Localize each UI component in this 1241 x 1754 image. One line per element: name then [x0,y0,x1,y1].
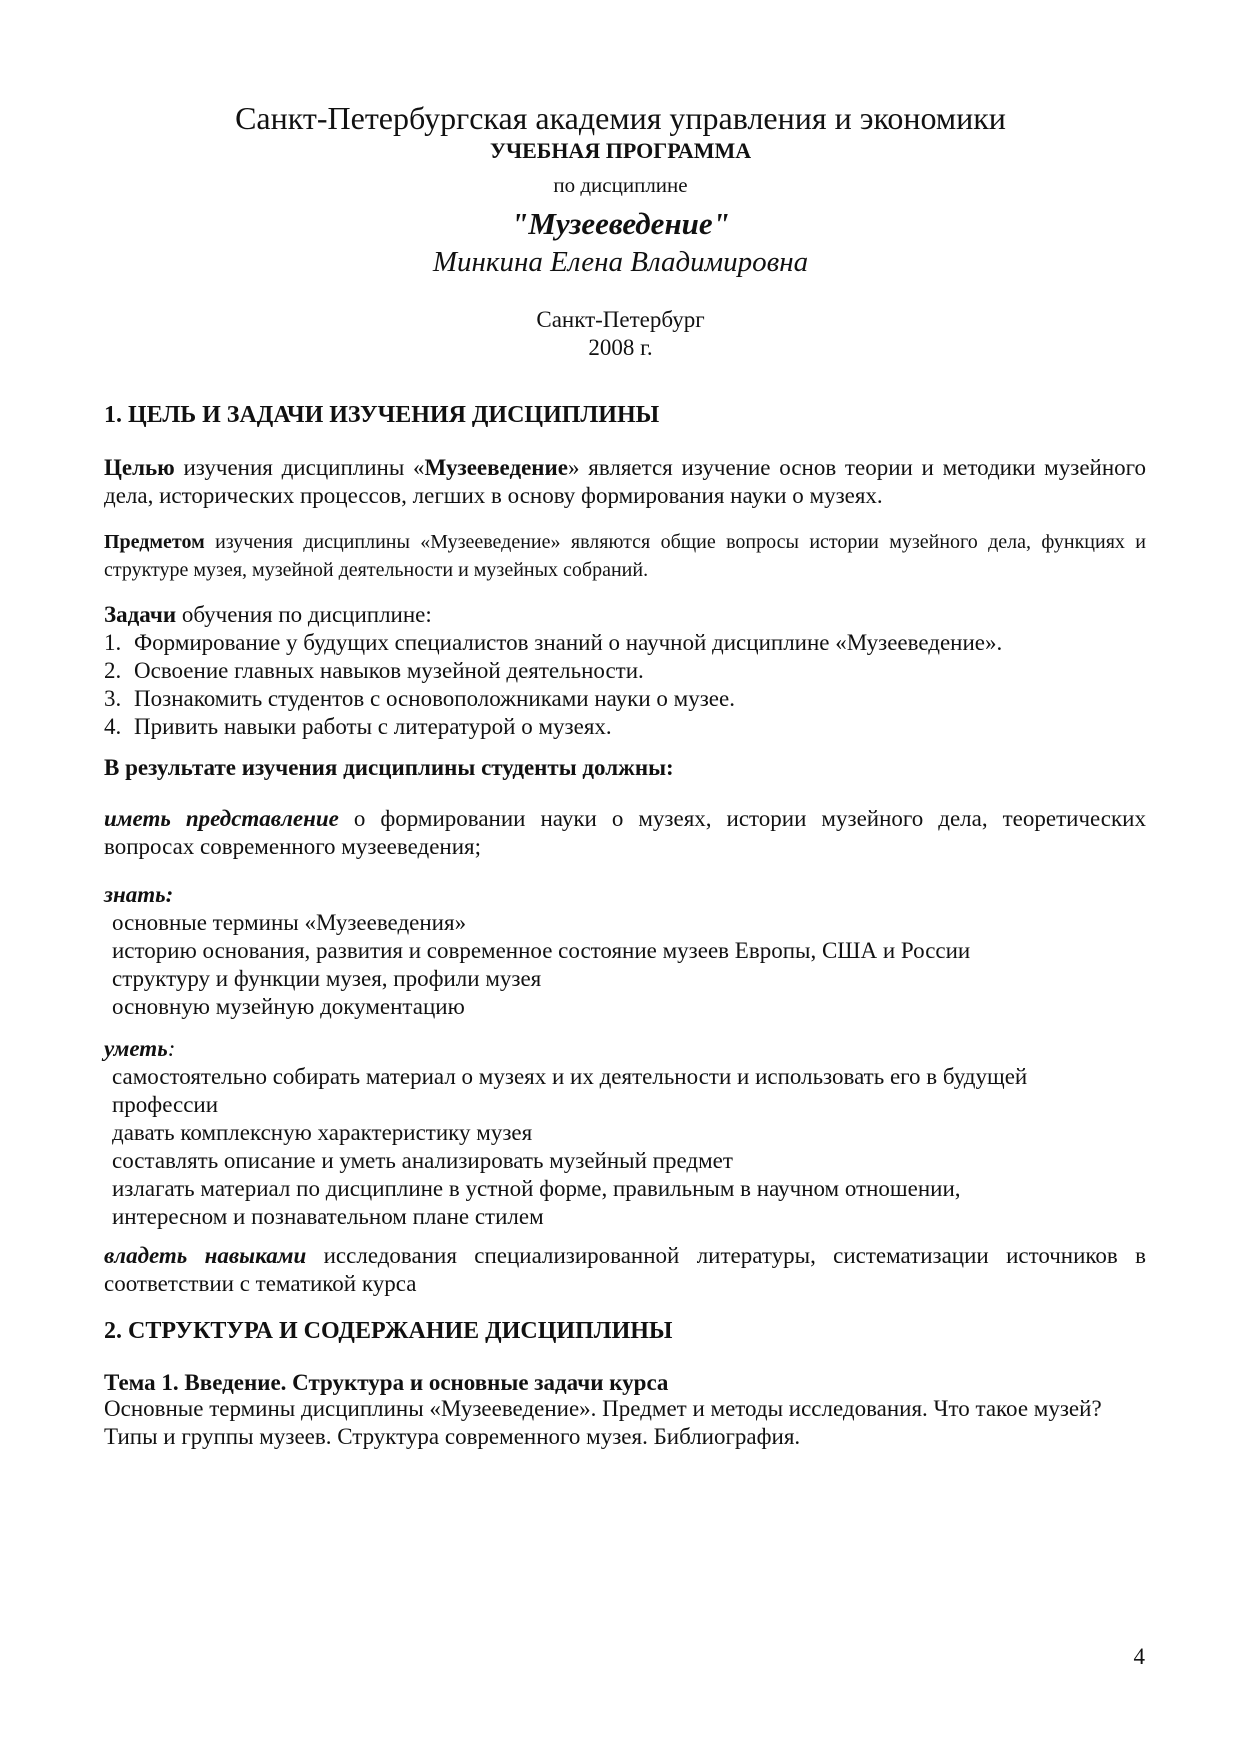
able-colon: : [167,1036,176,1061]
list-item [104,685,1146,713]
list-item: составлять описание и уметь анализировать музейный предмет [112,1148,733,1173]
able-block [104,1035,1146,1231]
topic1-text: Основные термины дисциплины «Музееведение». Предмет и методы исследования. Что такое музей? Типы и группы музеев. Структура современного музея. Библиография. [104,1396,1102,1449]
goal-part2: » является изучение основ теории и методики музейного дела, исторических процессов, легших в основу формирования науки о музеях. [104,455,1146,508]
topic1-title: Тема 1. Введение. Структура и основные задачи курса [104,1370,669,1395]
skills-paragraph [104,1242,1146,1298]
list-item: излагать материал по дисциплине в устной форме, правильным в научном отношении, интересном и познавательном плане стилем [112,1176,961,1229]
list-item-text: Формирование у будущих специалистов знаний о научной дисциплине «Музееведение». [134,630,1003,655]
goal-paragraph [104,454,1146,510]
list-item: структуру и функции музея, профили музея [112,966,542,991]
list-item [104,629,1146,657]
goal-part1: изучения дисциплины « [174,455,425,480]
skills-lead: владеть навыками [104,1243,307,1268]
skills-text: исследования специализированной литературы, систематизации источников в соответствии с тематикой курса [104,1243,1146,1296]
list-item-number: 3. [104,686,122,711]
list-item: историю основания, развития и современное состояние музеев Европы, США и России [112,938,971,963]
list-item: давать комплексную характеристику музея [112,1120,533,1145]
goal-discipline-name: Музееведение [424,455,568,480]
represent-lead: иметь представление [104,806,339,831]
represent-text: о формировании науки о музеях, истории музейного дела, теоретических вопросах современного музееведения; [104,806,1146,859]
tasks-intro [104,601,1146,629]
list-item-text: Познакомить студентов с основоположниками науки о музее. [134,686,735,711]
tasks-block [104,601,1146,741]
subject-lead: Предметом [104,531,205,553]
year: 2008 г. [588,335,653,360]
list-item-number: 1. [104,630,122,655]
know-lead: знать: [104,882,174,907]
subject-text: изучения дисциплины «Музееведение» являются общие вопросы истории музейного дела, функциях и структуре музея, музейной деятельности и музейных собраний. [104,531,1146,581]
list-item: основную музейную документацию [112,994,465,1019]
represent-paragraph [104,805,1146,861]
list-item-number: 2. [104,658,122,683]
able-heading [104,1035,1146,1063]
author-name: Минкина Елена Владимировна [432,246,809,278]
results-title: В результате изучения дисциплины студенты должны: [104,755,674,780]
list-item: самостоятельно собирать материал о музеях и их деятельности и использовать его в будущей профессии [112,1064,1028,1117]
able-lead: уметь [104,1036,168,1061]
list-item [104,657,1146,685]
list-item-text: Привить навыки работы с литературой о музеях. [134,714,612,739]
by-discipline: по дисциплине [553,173,688,197]
section2-title: 2. СТРУКТУРА И СОДЕРЖАНИЕ ДИСЦИПЛИНЫ [104,1318,673,1344]
list-item-text: Освоение главных навыков музейной деятельности. [134,658,644,683]
know-block [104,881,1146,1021]
goal-lead: Целью [104,455,175,480]
list-item [104,713,1146,741]
list-item: основные термины «Музееведения» [112,910,467,935]
tasks-lead: Задачи [104,602,177,627]
tasks-intro-text: обучения по дисциплине: [176,602,432,627]
discipline-title: "Музееведение" [511,206,730,241]
list-item-number: 4. [104,714,122,739]
subject-paragraph [104,528,1146,584]
page-number: 4 [1133,1644,1145,1669]
doc-type: УЧЕБНАЯ ПРОГРАММА [489,138,752,163]
institution-name: Санкт-Петербургская академия управления и экономики [235,100,1006,136]
city: Санкт-Петербург [536,307,705,332]
section1-title: 1. ЦЕЛЬ И ЗАДАЧИ ИЗУЧЕНИЯ ДИСЦИПЛИНЫ [104,402,660,428]
